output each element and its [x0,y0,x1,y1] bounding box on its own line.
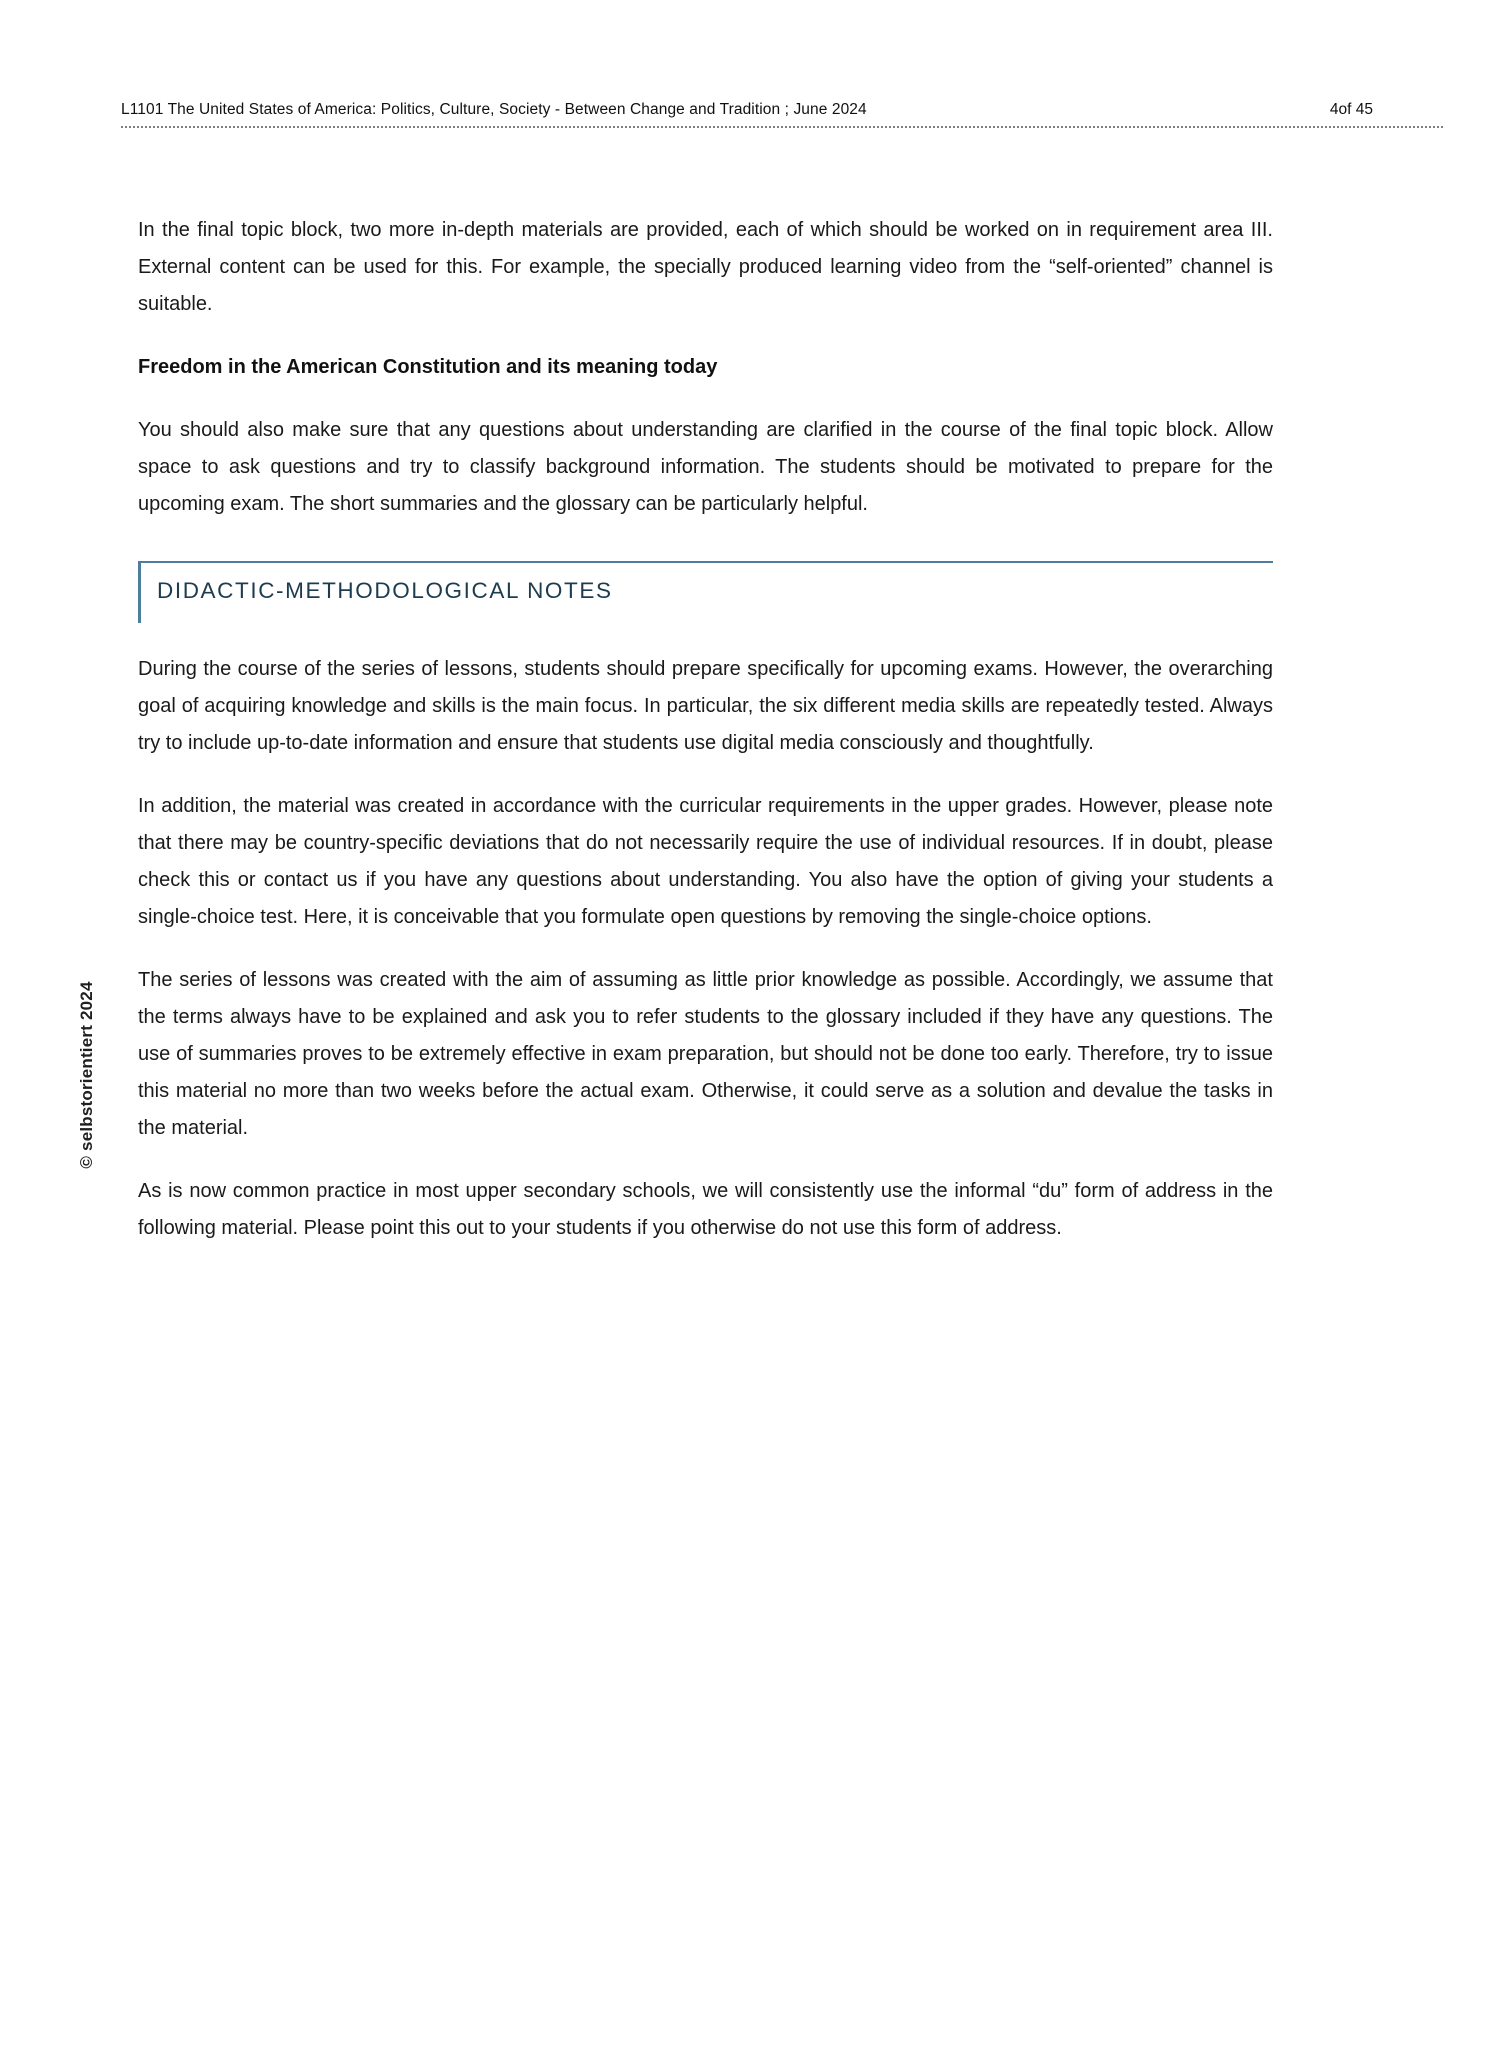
header-divider-rule [121,126,1443,128]
paragraph-intro: In the final topic block, two more in-depth materials are provided, each of which should be worked on in requirement area III. External content can be used for this. For example, the specially produced learning video from the “self-oriented” channel is suitable. [138,219,1273,315]
section-heading-didactic-notes: DIDACTIC-METHODOLOGICAL NOTES [138,561,1273,623]
page-header-row [121,101,1443,126]
running-header-title: L1101 The United States of America: Politics, Culture, Society - Between Change and Tradition ; June 2024 [121,101,867,118]
copyright-vertical-label: © selbstorientiert 2024 [77,981,96,1169]
paragraph-prior-knowledge: The series of lessons was created with the aim of assuming as little prior knowledge as possible. Accordingly, we assume that the terms always have to be explained and ask you to refer students to the glossary included if they have any questions. The use of summaries proves to be extremely effective in exam preparation, but should not be done too early. Therefore, try to issue this material no more than two weeks before the actual exam. Otherwise, it could serve as a solution and devalue the tasks in the material. [138,969,1273,1139]
page-number: 4of 45 [1329,101,1373,118]
paragraph-curricular-requirements: In addition, the material was created in accordance with the curricular requirements in the upper grades. However, please note that there may be country-specific deviations that do not necessarily require the use of individual resources. If in doubt, please check this or contact us if you have any questions about understanding. You also have the option of giving your students a single-choice test. Here, it is conceivable that you formulate open questions by removing the single-choice options. [138,795,1273,928]
document-body [138,212,1273,1273]
paragraph-informal-address: As is now common practice in most upper secondary schools, we will consistently use the informal “du” form of address in the following material. Please point this out to your students if you otherwise do not use this form of address. [138,1180,1273,1239]
paragraph-exam-preparation: During the course of the series of lessons, students should prepare specifically for upcoming exams. However, the overarching goal of acquiring knowledge and skills is the main focus. In particular, the six different media skills are repeatedly tested. Always try to include up-to-date information and ensure that students use digital media consciously and thoughtfully. [138,658,1273,754]
page-header [121,101,1443,128]
subheading-freedom-constitution: Freedom in the American Constitution and its meaning today [138,356,718,378]
paragraph-final-topic-block: You should also make sure that any questions about understanding are clarified in the course of the final topic block. Allow space to ask questions and try to classify background information. The students should be motivated to prepare for the upcoming exam. The short summaries and the glossary can be particularly helpful. [138,419,1273,515]
